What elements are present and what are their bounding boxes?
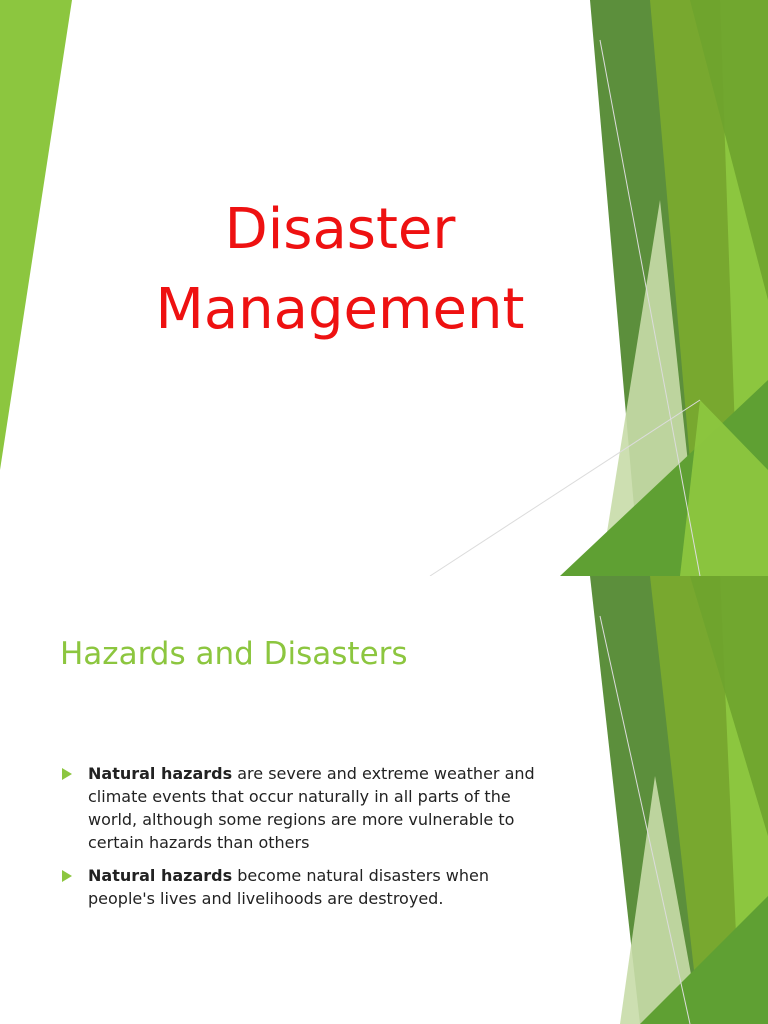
title-line-2: Management	[155, 277, 525, 342]
bullet-text: are severe and extreme weather and climate events that occur naturally in all parts of the world, although some regions are more vulnerable to certain hazards than others	[88, 764, 535, 852]
section-title: Hazards and Disasters	[60, 636, 408, 672]
bullet-text: become natural disasters when people's lives and livelihoods are destroyed.	[88, 866, 490, 908]
bullet-item	[60, 762, 560, 854]
bullet-item	[60, 864, 560, 910]
title-line-1: Disaster	[224, 197, 456, 262]
bullet-arrow-icon	[62, 870, 72, 882]
slide-title	[0, 190, 680, 350]
content-slide	[0, 576, 768, 1024]
bullet-list	[60, 762, 560, 920]
bullet-arrow-icon	[62, 768, 72, 780]
bullet-bold-term: Natural hazards	[88, 866, 233, 885]
bullet-bold-term: Natural hazards	[88, 764, 233, 783]
